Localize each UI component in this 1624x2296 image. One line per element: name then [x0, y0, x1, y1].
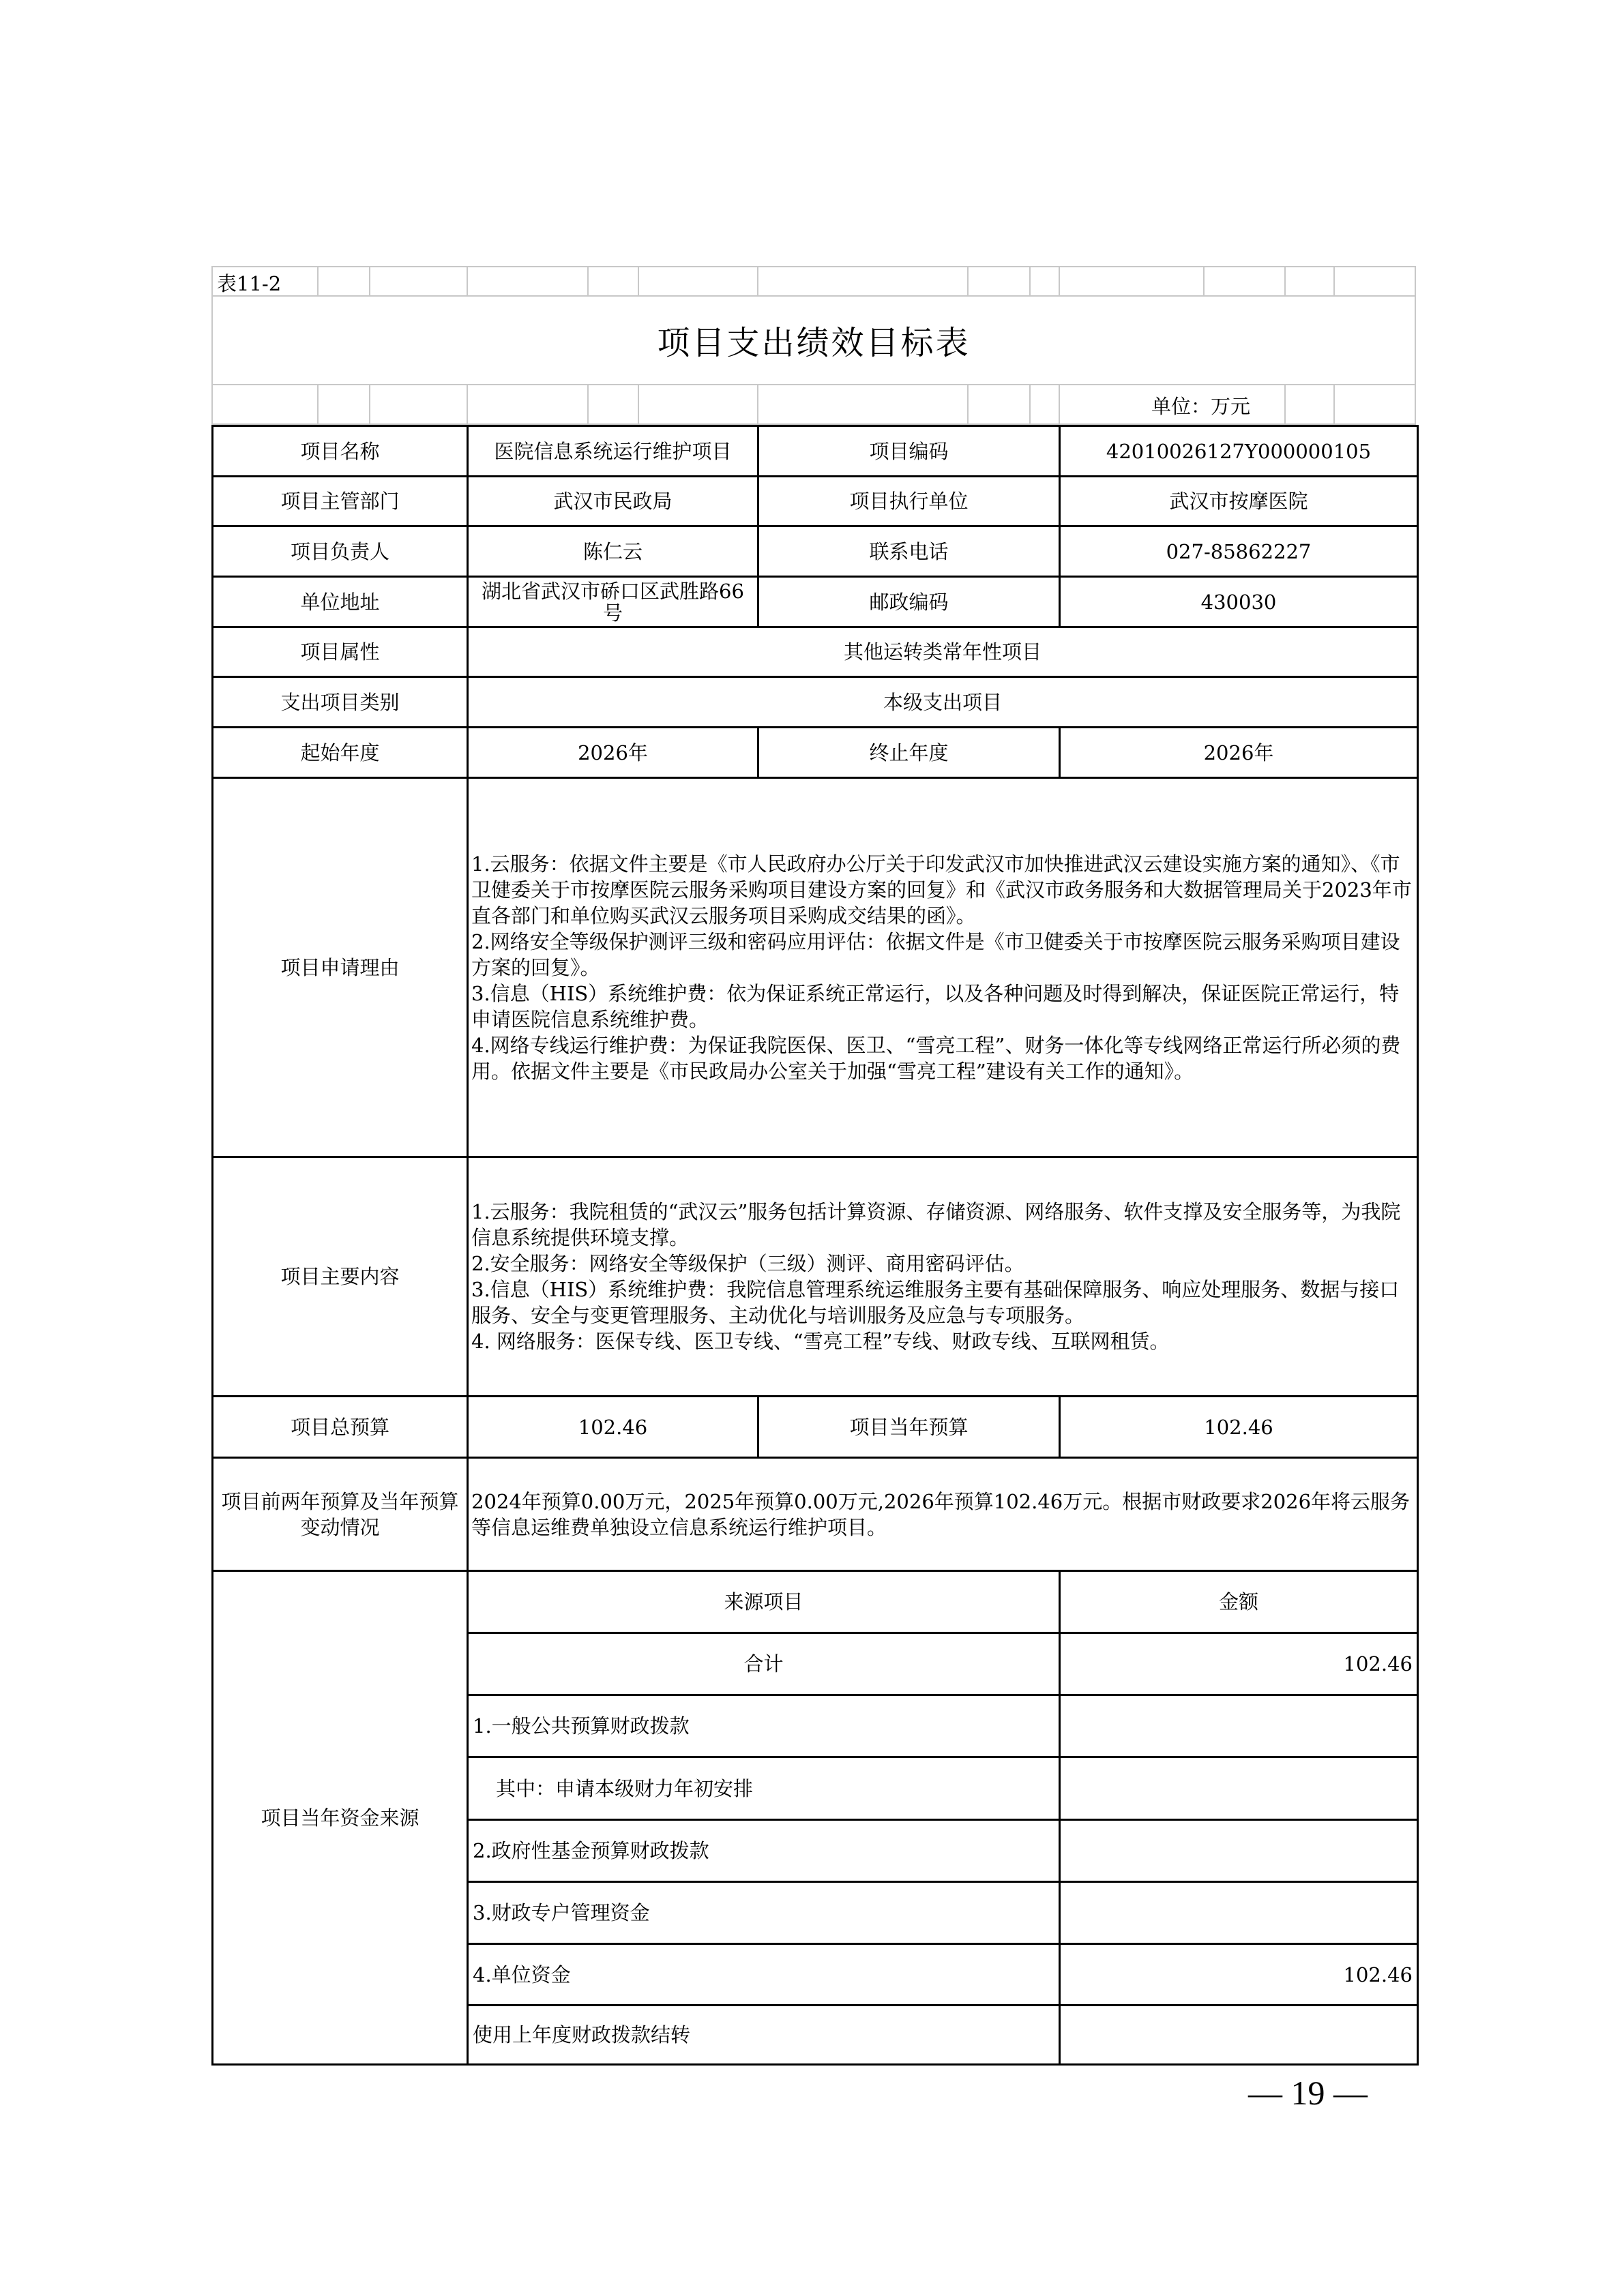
table-row: [213, 778, 1418, 1157]
funding-amount: 102.46: [1060, 1944, 1418, 2006]
label-cell: 终止年度: [758, 728, 1060, 778]
content-item: 2.安全服务：网络安全等级保护（三级）测评、商用密码评估。: [471, 1252, 1024, 1275]
reason-text: [468, 778, 1418, 1157]
value-cell: 430030: [1060, 577, 1418, 627]
label-cell: 项目前两年预算及当年预算变动情况: [213, 1458, 468, 1571]
table-row: [213, 526, 1418, 577]
value-cell: 其他运转类常年性项目: [468, 627, 1418, 677]
funding-amount: [1060, 2006, 1418, 2065]
label-cell: 项目当年预算: [758, 1397, 1060, 1458]
funding-source: 其中：申请本级财力年初安排: [468, 1757, 1060, 1820]
table-row: [213, 728, 1418, 778]
funding-source: 使用上年度财政拨款结转: [468, 2006, 1060, 2065]
funding-source: 4.单位资金: [468, 1944, 1060, 2006]
label-cell: 联系电话: [758, 526, 1060, 577]
funding-source: 2.政府性基金预算财政拨款: [468, 1820, 1060, 1882]
reason-item: 1.云服务：依据文件主要是《市人民政府办公厅关于印发武汉市加快推进武汉云建设实施方案的通知》、《市卫健委关于市按摩医院云服务采购项目建设方案的回复》和《武汉市政务服务和大数据管理局关于2023年市直各部门和单位购买武汉云服务项目采购成交结果的函》。: [471, 852, 1412, 927]
funding-amount: 102.46: [1060, 1633, 1418, 1695]
label-cell: 起始年度: [213, 728, 468, 778]
header-grid: [211, 266, 1416, 296]
column-header: 来源项目: [468, 1571, 1060, 1633]
content-item: 4. 网络服务：医保专线、医卫专线、“雪亮工程”专线、财政专线、互联网租赁。: [471, 1330, 1170, 1353]
unit-label: 单位：万元: [1151, 395, 1251, 418]
value-cell: 2026年: [1060, 728, 1418, 778]
table-row: [213, 1458, 1418, 1571]
content-item: 1.云服务：我院租赁的“武汉云”服务包括计算资源、存储资源、网络服务、软件支撑及安全服务等，为我院信息系统提供环境支撑。: [471, 1200, 1401, 1249]
label-cell: 项目编码: [758, 426, 1060, 477]
table-row: [213, 1157, 1418, 1397]
funding-source: 3.财政专户管理资金: [468, 1882, 1060, 1944]
label-cell: 项目名称: [213, 426, 468, 477]
reason-item: 4.网络专线运行维护费：为保证我院医保、医卫、“雪亮工程”、财务一体化等专线网络正常运行所必须的费用。依据文件主要是《市民政局办公室关于加强“雪亮工程”建设有关工作的通知》。: [471, 1033, 1401, 1083]
page-title: 项目支出绩效目标表: [657, 323, 971, 362]
label-cell: 项目执行单位: [758, 477, 1060, 526]
table-number: 表11-2: [217, 272, 282, 295]
table-row: [213, 1571, 1418, 1633]
content-text: [468, 1157, 1418, 1397]
label-cell: 项目主管部门: [213, 477, 468, 526]
value-cell: 武汉市按摩医院: [1060, 477, 1418, 526]
value-cell: 武汉市民政局: [468, 477, 758, 526]
label-cell: 支出项目类别: [213, 677, 468, 728]
value-cell: 本级支出项目: [468, 677, 1418, 728]
label-cell: 项目当年资金来源: [213, 1571, 468, 2065]
funding-source: 1.一般公共预算财政拨款: [468, 1695, 1060, 1757]
value-cell: 陈仁云: [468, 526, 758, 577]
table-row: [213, 1397, 1418, 1458]
label-cell: 项目总预算: [213, 1397, 468, 1458]
value-cell: 医院信息系统运行维护项目: [468, 426, 758, 477]
value-cell: 42010026127Y000000105: [1060, 426, 1418, 477]
table-row: [213, 677, 1418, 728]
label-cell: 项目申请理由: [213, 778, 468, 1157]
page-number: — 19 —: [1248, 2074, 1368, 2112]
column-header: 金额: [1060, 1571, 1418, 1633]
change-text: 2024年预算0.00万元，2025年预算0.00万元,2026年预算102.46万元。根据市财政要求2026年将云服务等信息运维费单独设立信息系统运行维护项目。: [468, 1458, 1418, 1571]
funding-amount: [1060, 1757, 1418, 1820]
value-cell: 102.46: [1060, 1397, 1418, 1458]
label-cell: 项目属性: [213, 627, 468, 677]
label-cell: 项目负责人: [213, 526, 468, 577]
funding-source: 合计: [468, 1633, 1060, 1695]
value-cell: 102.46: [468, 1397, 758, 1458]
value-cell: 2026年: [468, 728, 758, 778]
label-cell: 邮政编码: [758, 577, 1060, 627]
label-cell: 项目主要内容: [213, 1157, 468, 1397]
table-row: [213, 477, 1418, 526]
performance-table: [211, 425, 1419, 2066]
funding-amount: [1060, 1882, 1418, 1944]
value-cell: 027-85862227: [1060, 526, 1418, 577]
funding-amount: [1060, 1820, 1418, 1882]
reason-item: 2.网络安全等级保护测评三级和密码应用评估：依据文件是《市卫健委关于市按摩医院云服务采购项目建设方案的回复》。: [471, 929, 1400, 979]
label-cell: 单位地址: [213, 577, 468, 627]
reason-item: 3.信息（HIS）系统维护费：依为保证系统正常运行，以及各种问题及时得到解决，保证医院正常运行，特申请医院信息系统维护费。: [471, 981, 1400, 1031]
funding-amount: [1060, 1695, 1418, 1757]
content-item: 3.信息（HIS）系统维护费：我院信息管理系统运维服务主要有基础保障服务、响应处理服务、数据与接口服务、安全与变更管理服务、主动优化与培训服务及应急与专项服务。: [471, 1278, 1400, 1327]
value-cell: 湖北省武汉市硚口区武胜路66号: [468, 577, 758, 627]
table-row: [213, 426, 1418, 477]
table-row: [213, 627, 1418, 677]
table-row: [213, 577, 1418, 627]
